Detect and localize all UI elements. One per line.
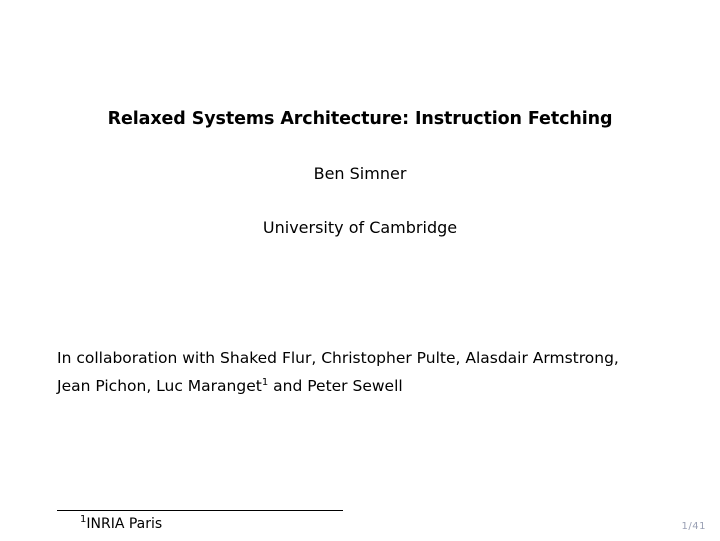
footnote (80, 516, 162, 532)
footnote-rule (57, 510, 343, 511)
footnote-marker: 1 (261, 377, 269, 388)
collaboration-line-1: In collaboration with Shaked Flur, Christopher Pulte, Alasdair Armstrong, (57, 349, 619, 367)
collaboration-line-2 (57, 372, 677, 400)
author-name: Ben Simner (313, 164, 407, 183)
collaboration-line-2-end: and Peter Sewell (268, 377, 403, 395)
page-number: 1/41 (681, 521, 706, 532)
institute-name: University of Cambridge (262, 218, 458, 237)
slide-title: Relaxed Systems Architecture: Instruction Fetching (107, 109, 613, 129)
collaboration-line-2-start: Jean Pichon, Luc Maranget (57, 377, 262, 395)
footnote-text: INRIA Paris (86, 516, 163, 532)
footnote-mark: 1 (80, 514, 87, 525)
collaboration-text (57, 344, 677, 400)
